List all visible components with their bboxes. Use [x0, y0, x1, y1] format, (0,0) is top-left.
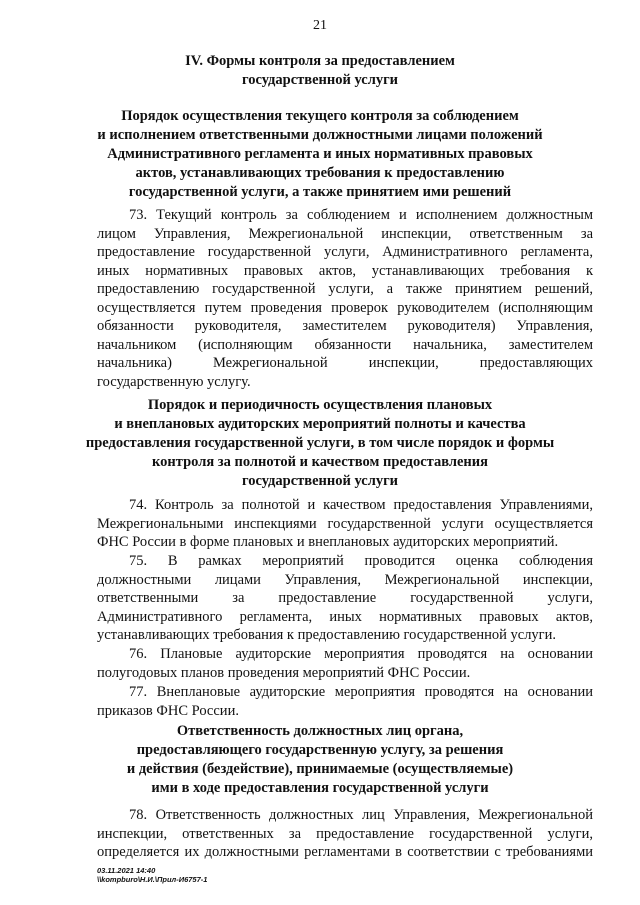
text-line: обязанности руководителя, заместителем руководителя) Управления,: [97, 318, 593, 334]
paragraph-78: [97, 806, 593, 862]
text-line: должностными лицами Управления, Межрегиональной инспекции,: [97, 571, 593, 588]
text-line: определяется их должностными регламентами в соответствии с требованиями: [97, 844, 593, 860]
footer-date: 03.11.2021 14:40: [97, 866, 156, 875]
paragraph-73: [97, 206, 593, 391]
text-line: устанавливающих требования к предоставлению государственной услуги.: [97, 627, 557, 643]
text-line: 78. Ответственность должностных лиц Управления, Межрегиональной: [129, 807, 593, 823]
text-line: инспекции, ответственных за предоставление государственной услуги,: [97, 825, 593, 842]
text-line: 73. Текущий контроль за соблюдением и исполнением должностным: [129, 207, 593, 223]
heading-line: и исполнением ответственными должностными лицами положений: [97, 127, 543, 143]
heading-line: IV. Формы контроля за предоставлением: [185, 53, 455, 69]
text-line: предоставлению государственной услуги, а также принятием решений,: [97, 281, 593, 297]
text-line: ответственными за предоставление государственной услуги,: [97, 590, 593, 606]
text-line: начальника) Межрегиональной инспекции, предоставляющих: [97, 355, 593, 371]
heading-line: Порядок и периодичность осуществления плановых: [147, 397, 493, 413]
page-number: 21: [313, 18, 327, 33]
text-line: ФНС России в форме плановых и внеплановых аудиторских мероприятий.: [97, 534, 559, 550]
heading-line: Административного регламента и иных нормативных правовых: [107, 146, 533, 162]
heading-line: ими в ходе предоставления государственной услуги: [151, 780, 489, 796]
text-line: 77. Внеплановые аудиторские мероприятия проводятся на основании: [129, 684, 593, 700]
text-line: Межрегиональными инспекциями государственной услуги осуществляется: [97, 515, 593, 532]
subheading-responsibility: [70, 722, 570, 798]
subheading-audit-procedure: [70, 396, 570, 491]
text-line: приказов ФНС России.: [97, 702, 239, 719]
heading-line: и внеплановых аудиторских мероприятий полноты и качества: [114, 416, 526, 432]
text-line: осуществляется путем проведения проверок руководителем (исполняющим: [97, 299, 593, 316]
text-line: 75. В рамках мероприятий проводится оценка соблюдения: [129, 553, 593, 569]
text-line: начальником (исполняющим обязанности начальника, заместителем: [97, 336, 593, 353]
heading-line: государственной услуги, а также принятием ими решений: [128, 184, 512, 200]
paragraph-76: [97, 645, 593, 682]
heading-line: актов, устанавливающих требования к предоставлению: [135, 165, 505, 181]
text-line: предоставление государственной услуги, Административного регламента,: [97, 244, 593, 260]
heading-line: Порядок осуществления текущего контроля за соблюдением: [121, 108, 519, 124]
footer-file-path: \\kompburo\Н.И.\Прил-И6757-1: [97, 875, 208, 884]
heading-line: предоставляющего государственную услугу, за решения: [136, 742, 504, 758]
text-line: государственную услугу.: [97, 373, 251, 390]
subheading-current-control: [70, 107, 570, 202]
text-line: 74. Контроль за полнотой и качеством предоставления Управлениями,: [129, 497, 593, 513]
text-line: Административного регламента, иных нормативных правовых актов,: [97, 608, 593, 625]
print-footer: [97, 866, 207, 884]
section-heading: [70, 52, 570, 90]
text-line: полугодовых планов проведения мероприятий ФНС России.: [97, 664, 471, 681]
heading-line: предоставления государственной услуги, в том числе порядок и формы: [85, 435, 555, 451]
heading-line: и действия (бездействие), принимаемые (осуществляемые): [126, 761, 514, 777]
text-line: лицом Управления, Межрегиональной инспекции, ответственным за: [97, 225, 593, 242]
text-line: иных нормативных правовых актов, устанавливающих требования к: [97, 262, 593, 279]
text-line: 76. Плановые аудиторские мероприятия проводятся на основании: [129, 646, 593, 662]
heading-line: государственной услуги: [241, 473, 399, 489]
heading-line: государственной услуги: [241, 72, 399, 88]
paragraph-75: [97, 552, 593, 645]
heading-line: Ответственность должностных лиц органа,: [176, 723, 464, 739]
heading-line: контроля за полнотой и качеством предоставления: [152, 454, 488, 470]
paragraph-77: [97, 683, 593, 720]
paragraph-74: [97, 496, 593, 552]
